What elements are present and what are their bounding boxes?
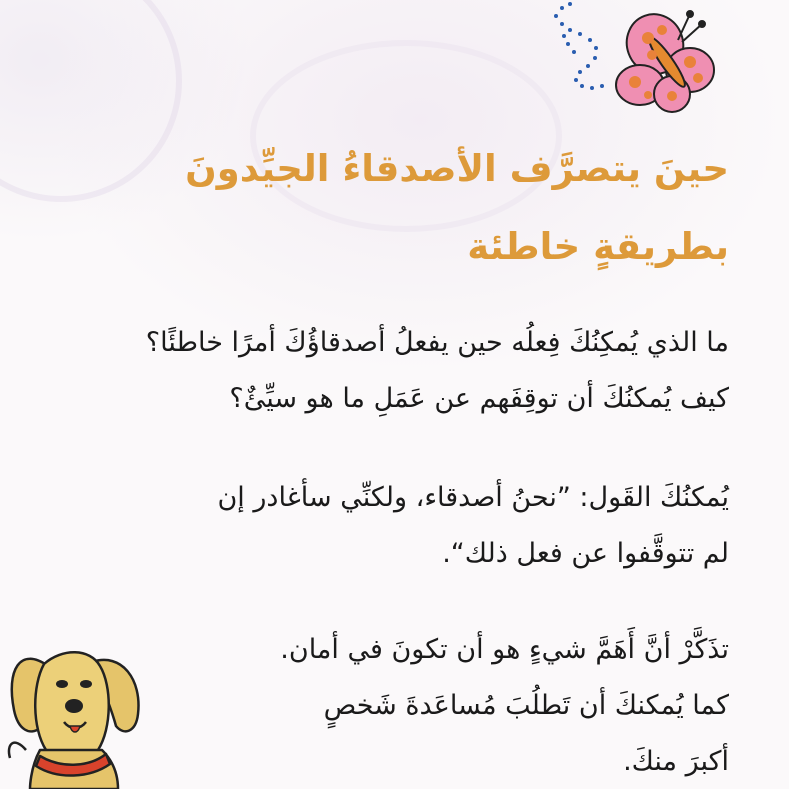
text-line: أكبرَ منكَ.	[623, 746, 729, 777]
text-line: تذَكَّرْ أنَّ أَهَمَّ شيءٍ هو أن تكونَ في أمان.	[280, 634, 729, 665]
text-line: لم تتوقَّفوا عن فعل ذلك“.	[442, 538, 729, 569]
text-line: ما الذي يُمكِنُكَ فِعلُه حين يفعلُ أصدقاؤُكَ أمرًا خاطئًا؟	[145, 327, 729, 358]
paragraph	[29, 315, 729, 427]
dog-illustration	[0, 640, 150, 789]
text-line: كما يُمكنكَ أن تَطلُبَ مُساعَدةَ شَخصٍ	[323, 690, 729, 721]
butterfly	[616, 6, 714, 112]
text-line: كيف يُمكنُكَ أن توقِفَهم عن عَمَلِ ما هو سيِّئٌ؟	[229, 383, 729, 414]
title-line: حينَ يتصرَّف الأصدقاءُ الجيِّدونَ	[185, 147, 729, 190]
paragraph	[209, 622, 729, 789]
dog-tail	[9, 743, 26, 758]
page-title	[89, 130, 729, 286]
title-line: بطريقةٍ خاطئة	[467, 225, 729, 268]
butterfly-illustration	[540, 0, 730, 125]
paragraph	[29, 470, 729, 582]
text-line: يُمكنُكَ القَول: ”نحنُ أصدقاء، ولكنِّي سأغادر إن	[217, 482, 729, 513]
dotted-trail	[554, 2, 604, 90]
